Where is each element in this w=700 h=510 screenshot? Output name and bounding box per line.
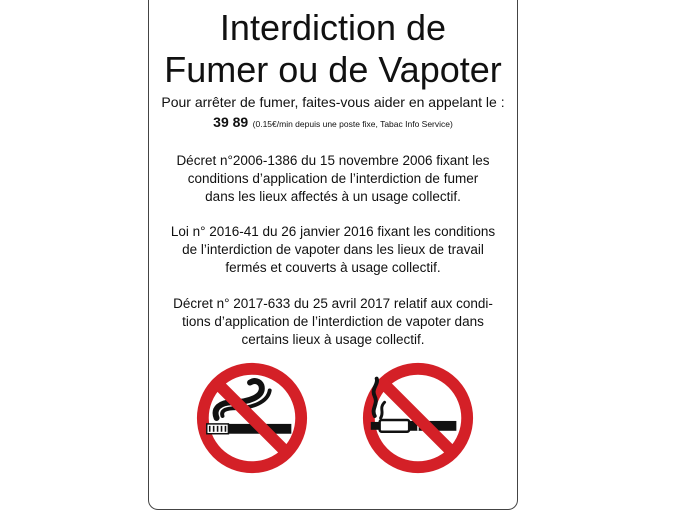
law-2016-line: Loi n° 2016-41 du 26 janvier 2016 fixant les conditions bbox=[170, 224, 496, 239]
decree-2006-text bbox=[155, 152, 511, 206]
decree-2006-line: Décret n°2006-1386 du 15 novembre 2006 fixant les bbox=[176, 153, 490, 168]
no-vaping-icon bbox=[359, 359, 477, 477]
decree-2006-line: dans les lieux affectés à un usage collectif. bbox=[205, 189, 461, 204]
decree-2006-line: conditions d’application de l’interdiction de fumer bbox=[187, 171, 479, 186]
phone-note: (0.15€/min depuis une poste fixe, Tabac Info Service) bbox=[252, 119, 453, 129]
decree-2017-line: Décret n° 2017-633 du 25 avril 2017 relatif aux condi- bbox=[173, 296, 493, 311]
no-smoking-icon bbox=[193, 359, 311, 477]
phone-number: 39 89 bbox=[213, 114, 249, 130]
decree-2017-line: certains lieux à usage collectif. bbox=[241, 332, 425, 347]
helpline-text: Pour arrêter de fumer, faites-vous aider en appelant le : bbox=[161, 94, 505, 110]
law-2016-line: fermés et couverts à usage collectif. bbox=[225, 260, 441, 275]
law-2016-text bbox=[155, 223, 511, 277]
law-2016-line: de l’interdiction de vapoter dans les lieux de travail bbox=[182, 242, 484, 257]
decree-2017-line: tions d’application de l’interdiction de vapoter dans bbox=[182, 314, 484, 329]
phone-line bbox=[149, 113, 517, 133]
sign-title-line-1: Interdiction de bbox=[219, 7, 447, 48]
sign-title-line-2: Fumer ou de Vapoter bbox=[164, 49, 502, 90]
decree-2017-text bbox=[155, 295, 511, 349]
no-smoking-sign bbox=[148, 0, 518, 510]
